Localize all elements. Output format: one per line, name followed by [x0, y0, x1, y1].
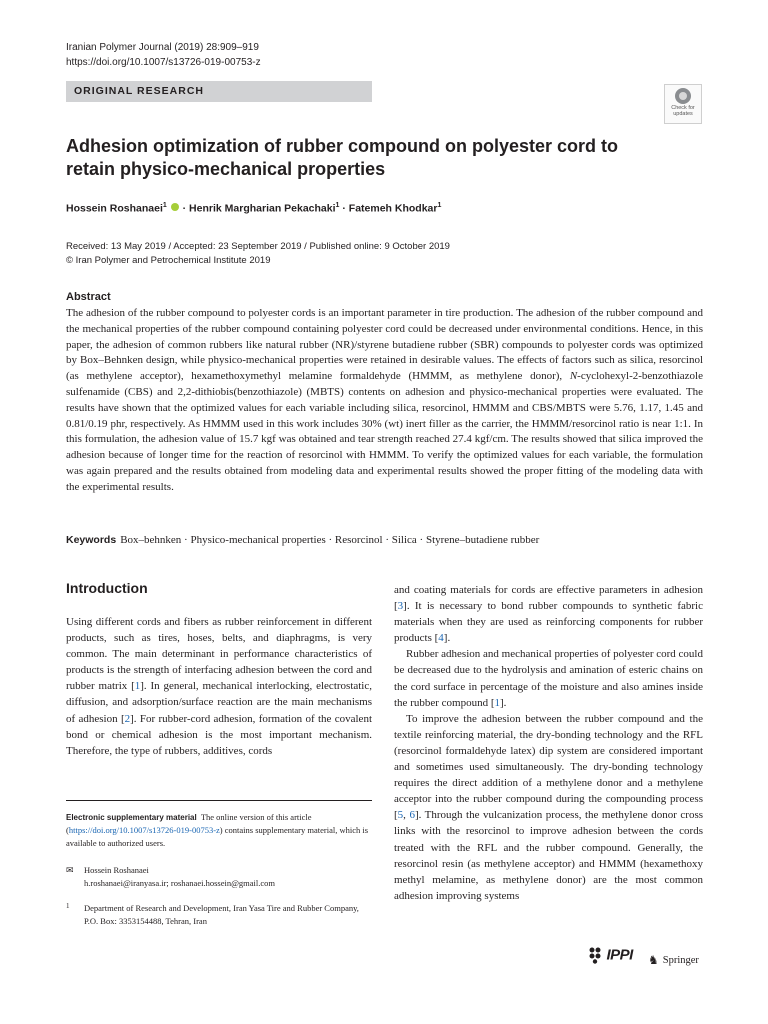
body-text: Rubber adhesion and mechanical properties of polyester cord could be decreased due to the hydrolysis and amination of esteric chains on the cord surface in percentage of the moisture and also amines inside the rubber compound [ — [394, 648, 703, 709]
copyright-line: © Iran Polymer and Petrochemical Institute 2019 — [66, 255, 271, 266]
affiliation-text: Department of Research and Development, Iran Yasa Tire and Rubber Company, P.O. Box: 3353154488, Tehran, Iran — [84, 903, 359, 926]
body-text: ]. It is necessary to bond rubber compounds to synthetic fabric materials when they are used as reinforcing components for rubber products [ — [394, 600, 703, 645]
author-name[interactable]: Henrik Margharian Pekachaki — [189, 202, 336, 215]
paragraph — [394, 711, 703, 904]
body-text: ]. Through the vulcanization process, the methylene donor cross links with the resorcinol to improve adhesion between the cords treated with the RFL and the rubber compound. Generally, the resorcinol resin (as methylene acceptor) and HMMM (hexamethoxy methyl melamine, as methylene donor) are the most common adhesion improving systems — [394, 809, 704, 902]
body-text: , — [403, 809, 410, 822]
article-type: ORIGINAL RESEARCH — [74, 85, 204, 97]
check-updates-label-1: Check for — [671, 105, 695, 111]
paragraph — [394, 582, 703, 646]
check-updates-label-2: updates — [673, 111, 693, 117]
body-text: ]. — [500, 696, 507, 709]
citation-link[interactable]: 2 — [124, 712, 131, 725]
corresponding-author-name: Hossein Roshanaei — [84, 865, 149, 875]
citation-link[interactable]: 3 — [397, 600, 404, 613]
author-separator: · — [179, 202, 190, 215]
check-updates-icon — [675, 88, 691, 104]
affiliation-mark: 1 — [66, 902, 70, 910]
abstract-italic: N — [569, 370, 578, 383]
citation-link[interactable]: 4 — [438, 632, 444, 645]
corresponding-author — [66, 864, 372, 890]
introduction-heading: Introduction — [66, 580, 148, 596]
body-text: ]. For rubber-cord adhesion, formation of the covalent bond or chemical adhesion is the most important mechanism. Therefore, the type of rubbers, additives, cords — [66, 712, 372, 757]
affiliation — [66, 902, 372, 928]
author-separator: · — [339, 202, 349, 215]
introduction-right-column — [394, 582, 703, 904]
author-name[interactable]: Fatemeh Khodkar — [348, 202, 438, 215]
springer-logo-text: Springer — [662, 954, 699, 966]
body-text: ]. — [443, 632, 451, 645]
orcid-icon[interactable] — [171, 203, 179, 211]
author-name[interactable]: Hossein Roshanaei — [66, 202, 163, 215]
esm-doi-link[interactable]: https://doi.org/10.1007/s13726-019-00753-z — [68, 825, 220, 835]
author-list — [66, 202, 441, 215]
ippi-logo — [588, 946, 633, 972]
check-for-updates-button[interactable] — [664, 84, 702, 124]
citation-link[interactable]: 6 — [409, 809, 415, 822]
citation-link[interactable]: 1 — [134, 680, 141, 693]
history-dates: Received: 13 May 2019 / Accepted: 23 September 2019 / Published online: 9 October 2019 — [66, 241, 450, 252]
publication-dates — [66, 240, 450, 268]
author-affiliation-mark: 1 — [437, 202, 442, 209]
keywords-heading: Keywords — [66, 534, 117, 546]
ippi-logo-text: IPPI — [606, 946, 633, 964]
abstract-text: -cyclohexyl-2-benzothiazole sulfenamide (CBS) and 2,2-dithiobis(benzothiazole) (MBTS) contents on adhesion and physico-mechanical properties were evaluated. The results have shown that the optimized values for each variable including silica, resorcinol, HMMM and CBS/MBTS were 5.76, 1.17, 1.45 and 0.81/0.19 phr, respectively. As HMMM used in this work includes 30% (wt) inert filler as the carrier, the HMMM/resorcinol ratio is near 1:1. In this formulation, the adhesion value of 15.7 kgf was obtained and tear strength reached 27.4 kgf/cm. The results showed that silica improved the adhesion because of longer time for the reaction of resorcinol with HMMM. To verify the optimized values for each variable, the formulation was again prepared and the results obtained from modeling data and experimental results showed the proper fitting of the modeling data with the experimental results. — [66, 370, 703, 493]
citation-link[interactable]: 5 — [397, 809, 404, 822]
esm-text: The online version of this article ( — [66, 812, 312, 835]
esm-heading: Electronic supplementary material — [66, 813, 197, 822]
corresponding-author-email[interactable]: h.roshanaei@iranyasa.ir; roshanaei.hossein@gmail.com — [84, 878, 276, 888]
springer-logo — [648, 951, 699, 969]
springer-horse-icon: ♞ — [648, 952, 659, 967]
article-title: Adhesion optimization of rubber compound on polyester cord to retain physico-mechanical properties — [66, 136, 618, 179]
doi-link[interactable]: https://doi.org/10.1007/s13726-019-00753-z — [66, 57, 261, 68]
journal-citation: Iranian Polymer Journal (2019) 28:909–919 — [66, 42, 259, 53]
paragraph — [394, 646, 703, 710]
author-affiliation-mark: 1 — [162, 202, 167, 209]
journal-header — [66, 40, 261, 70]
abstract-body — [66, 306, 703, 496]
introduction-left-column — [66, 614, 372, 759]
footnote-divider — [66, 800, 372, 801]
esm-text: ) contains supplementary material, which is available to authorized users. — [66, 825, 369, 848]
abstract-heading: Abstract — [66, 291, 111, 303]
body-text: ]. In general, mechanical interlocking, electrostatic, diffusion, and adsorption/surface reaction are the main mechanisms of adhesion [ — [66, 680, 373, 725]
keywords-text: Box–behnken · Physico-mechanical properties · Resorcinol · Silica · Styrene–butadiene rubber — [120, 534, 540, 546]
keywords — [66, 534, 703, 546]
abstract-text: The adhesion of the rubber compound to polyester cords is an important parameter in tire production. The adhesion of the rubber compound and the mechanical properties of the rubber compound containing polyester cord could be decreased under environmental conditions. Hence, in this paper, the adhesion of common rubbers like natural rubber (NR)/styrene butadiene rubber (SBR) compounds to polyester cords was optimized by Box–Behnken design, while physico-mechanical properties were retained in desirable values. The effects of factors such as silica, resorcinol (as methylene acceptor), hexamethoxymethyl melamine formaldehyde (HMMM, as methylene donor), — [66, 307, 703, 383]
author-affiliation-mark: 1 — [335, 202, 340, 209]
article-type-band — [66, 81, 372, 102]
supplementary-material-note — [66, 811, 372, 850]
citation-link[interactable]: 1 — [494, 696, 500, 709]
body-text: and coating materials for cords are effective parameters in adhesion [ — [394, 584, 703, 613]
body-text: Using different cords and fibers as rubber reinforcement in different products, such as tires, hoses, belts, and diaphragms, is very common. The main determinant in performance characteristics of products is the strength of interfacing adhesion between the cord and rubber matrix [ — [66, 616, 372, 693]
envelope-icon: ✉ — [66, 865, 74, 875]
body-text: To improve the adhesion between the rubber compound and the textile reinforcing material, the dry-bonding technology and the RFL (resorcinol formaldehyde latex) dip system are considered important and sometimes used simultaneously. The dry-bonding technology requires the direct addition of a methylene donor and a methylene acceptor into the rubber compound during the compounding process [ — [394, 712, 703, 822]
ippi-logo-icon — [588, 946, 602, 964]
